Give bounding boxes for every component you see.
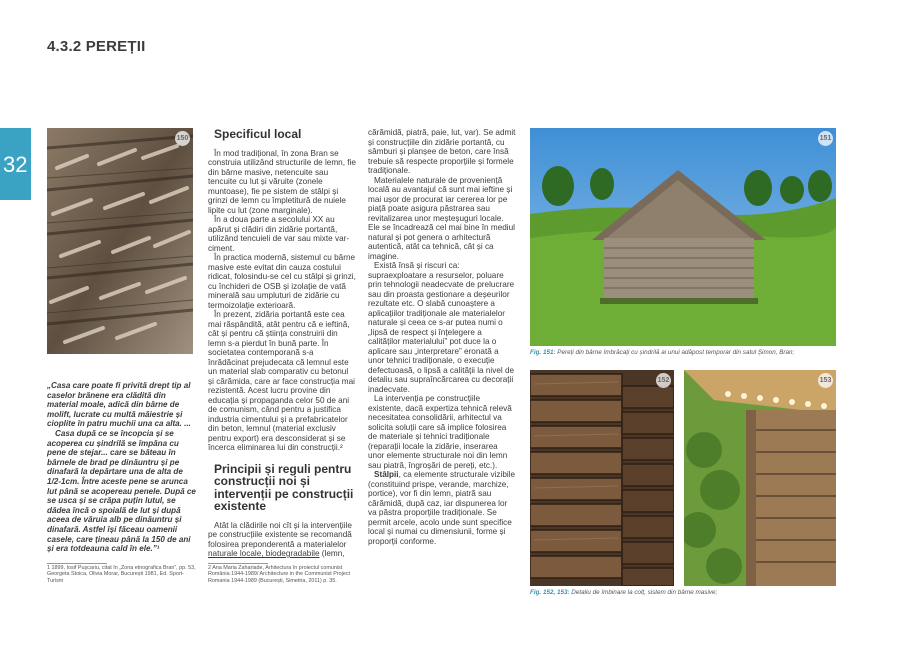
photo-151-wooden-shelter bbox=[530, 128, 836, 346]
shelter-meadow-illustration bbox=[530, 128, 836, 346]
caption-text: Pereți din bârne îmbrăcați cu șindrilă ai unui adăpost temporar din satul Șimon, Bran; bbox=[555, 349, 795, 356]
caption-text: Detaliu de îmbinare la colț, sistem din bârne masive; bbox=[569, 589, 718, 596]
footnote-2: 2 Ana Maria Zahariade, Arhitectura în proiectul comunist România 1944-1989/ Architecture in the Communist Project Romania 1944-1989 (București, Simetria, 2011) p. 35. bbox=[208, 565, 351, 584]
log-wall-pegs-illustration bbox=[47, 128, 193, 354]
figure-number-badge: 150 bbox=[175, 131, 190, 146]
body-paragraph bbox=[208, 521, 356, 559]
text-run: Atât la clădirile noi cît și la intervențiile pe construcțiile existente se recomandă folosirea preponderentă a materialelor bbox=[208, 520, 352, 549]
page-number: 32 bbox=[3, 152, 28, 177]
caption-label: Fig. 152, 153: bbox=[530, 589, 570, 596]
body-paragraph bbox=[368, 470, 516, 546]
bold-term: Stâlpii bbox=[374, 470, 399, 479]
historical-quote bbox=[47, 381, 197, 554]
figure-number-badge: 152 bbox=[656, 373, 671, 388]
body-paragraph: În prezent, zidăria portantă este cea mai răspândită, atât pentru că e ieftină, cât și pentru că știința construirii din lemn s-a pierdut în bună parte. În societatea contemporană s-a înrădăcinat prejudecata că lemnul este un material slab comparativ cu betonul și cărămida, care ar face construcția mai rezistentă. Acest lucru provine din educația și propaganda celor 50 de ani de comunism, când pentru a justifica industria cimentului și a prefabricatelor din beton, lemnul (material exclusiv pentru export) era desconsiderat și se încerca eliminarea lui din construcții.² bbox=[208, 310, 355, 452]
section-title: 4.3.2 PEREȚII bbox=[47, 38, 146, 55]
footnote-divider bbox=[47, 563, 107, 564]
photo-153-eave-detail bbox=[684, 370, 836, 586]
figure-151-caption bbox=[530, 349, 820, 356]
photo-150-log-wall-pegs bbox=[47, 128, 193, 354]
body-paragraph: În a doua parte a secolului XX au apărut și clădiri din zidărie portantă, utilizând tencuieli de var sau mixte var-ciment. bbox=[208, 215, 350, 253]
eave-detail-illustration bbox=[684, 370, 836, 586]
quote-paragraph: „Casa care poate fi privită drept tip al caselor brănene era clădită din material moale, adică din bârne de molift, lucrate cu multă măiestrie și cioplite în patru muchii una ca alta. ... bbox=[47, 381, 191, 429]
heading-principles: Principii și reguli pentru construcții noi și intervenții pe construcții existente bbox=[214, 461, 354, 513]
caption-label: Fig. 151: bbox=[530, 349, 556, 356]
body-paragraph: Materialele naturale de proveniență locală au avantajul că sunt mai ieftine și mai ușor de procurat iar cererea lor pe piață poate asigura păstrarea sau revitalizarea unor meșteșuguri locale. Ele se încadrează cel mai bine în mediul natural și pot genera o arhitectură autentică, atât ca tehnică, cât și ca imagine. bbox=[368, 175, 515, 261]
figure-152-153-caption bbox=[530, 589, 830, 596]
body-paragraph: În practica modernă, sistemul cu bârne masive este evitat din cauza costului ridicat, folosindu-se cel cu stâlpi și grinzi, cu închideri de OSB și izolație de vată minerală sau umpluturi de zidărie cu termoizolație exterioară. bbox=[208, 253, 356, 310]
text-run: (lemn, bbox=[319, 549, 345, 558]
text-run: , ca elemente structurale vizibile (constituind prispe, verande, marchize, portice), vor fi din lemn, piatră sau cărămidă, după caz, iar dispunerea lor va păstra proporțiile tradiționale. Se permit arcele, acolo unde sunt specifice local și numai cu dimensiunii, forme și proporții conforme. bbox=[368, 470, 516, 546]
corner-joint-illustration bbox=[530, 370, 674, 586]
quote-paragraph: Casa după ce se încopcia și se acoperea cu șindrilă se împăna cu pene de stejar... care se băteau în bârnele de brad pe dinăuntru și pe dinafară la depărtare una de alta de 1/2-1cm. Între aceste pene se arunca lut până se acopereau penele. După ce se usca și se crăpa puțin lutul, se dădea încă o spoială de lut și după aceea de văruia alb pe dinăuntru și dinafară. Astfel își făceau oamenii casele, care țineau până la 150 de ani și era totdeauna cald în ele.”¹ bbox=[47, 428, 196, 554]
text-column-2 bbox=[368, 128, 516, 546]
heading-local-specifics: Specificul local bbox=[214, 127, 302, 141]
figure-number-badge: 151 bbox=[818, 131, 833, 146]
body-paragraph: Există însă și riscuri ca: supraexploatare a resurselor, poluare prin tehnologii neadecvate de prelucrare sau din proasta gestionare a deșeurilor rezultate etc. O slabă cunoaștere a aplicațiilor tradiționale ale materialelor naturale și ceea ce s-ar putea numi o „lipsă de respect și înțelegere a calităților materialului” pot duce la o aplicare sau „interpretare” eronată a unor tehnici tradiționale, o execuție defectuoasă, o lipsă a calității la nivel de detaliu sau supraîncărcarea cu decorații inadecvate. bbox=[368, 261, 515, 394]
footnote-divider bbox=[208, 563, 268, 564]
figure-number-badge: 153 bbox=[818, 373, 833, 388]
text-column-1 bbox=[208, 128, 356, 559]
underlined-text: naturale locale, biodegradabile bbox=[208, 549, 320, 558]
body-paragraph: La intervenția pe construcțiile existente, dacă expertiza tehnică relevă necesitatea consolidării, arhitectul va solicita soluții care să implice folosirea de materiale și tehnici tradiționale (reparații locale la zidărie, inserarea unor elemente structurale noi din lemn sau piatră, îngroșări de pereți, etc.). bbox=[368, 394, 512, 470]
body-paragraph: cărămidă, piatră, paie, lut, var). Se admit și construcțiile din zidărie portantă, cu sâmburi și planșee de beton, care însă trebuie să respecte proporțiile și formele tradiționale. bbox=[368, 128, 516, 175]
body-paragraph: În mod tradițional, în zona Bran se construia utilizând structurile de lemn, fie din bârne masive, netencuite sau tencuite cu lut și văruite (zonele muntoase), fie pe sistem de stâlpi și grinzi de lemn cu împletitură de nuiele lipite cu lut (zone marginale). bbox=[208, 148, 356, 215]
photo-152-corner-joint bbox=[530, 370, 674, 586]
footnote-1: 1 1899, Iosif Pușcariu, citat în „Zona etnografica Bran”, pp. 53, Georgeta Stoica, Olivia Morar, București 1981, Ed. Sport-Turism bbox=[47, 565, 196, 584]
